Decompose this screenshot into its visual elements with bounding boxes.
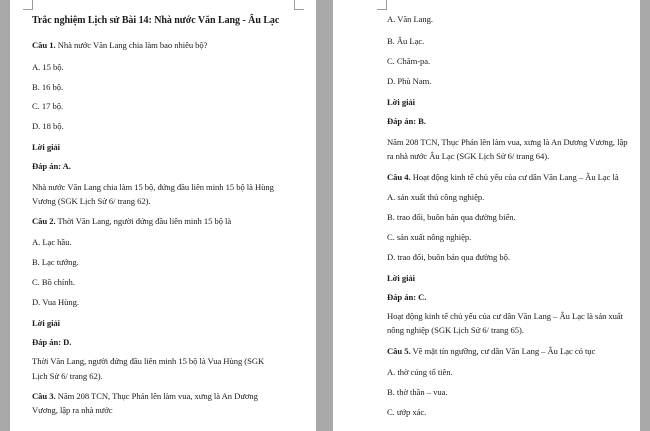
question-2: [32, 216, 231, 227]
explanation-line: Vương (SGK Lịch Sử 6/ trang 62).: [32, 196, 151, 206]
document-title: Trắc nghiệm Lịch sử Bài 14: Nhà nước Văn Lang - Âu Lạc: [32, 15, 280, 26]
question-3: [32, 391, 258, 402]
option: C. Bồ chính.: [32, 277, 75, 287]
question-text: Thời Văn Lang, người đứng đầu liên minh 15 bộ là: [57, 216, 232, 226]
explanation-line: Thời Văn Lang, người đứng đầu liên minh 15 bộ là Vua Hùng (SGK: [32, 356, 265, 366]
explanation-line: Nhà nước Văn Lang chia làm 15 bộ, đứng đầu liên minh 15 bộ là Hùng: [32, 182, 274, 192]
explanation-line: nông nghiệp (SGK Lịch Sử 6/ trang 65).: [387, 325, 524, 335]
question-text: Năm 208 TCN, Thục Phán lên làm vua, xưng là An Dương: [57, 391, 258, 401]
question-label: Câu 3.: [32, 391, 56, 401]
solution-heading: Lời giải: [32, 142, 60, 152]
option: A. thờ cúng tổ tiên.: [387, 367, 453, 377]
option: D. trao đổi, buôn bán qua đường bộ.: [387, 252, 510, 262]
option: B. Lạc tướng.: [32, 257, 79, 267]
question-label: Câu 4.: [387, 172, 411, 182]
question-text: Nhà nước Văn Lang chia làm bao nhiêu bộ?: [57, 40, 208, 50]
option: D. 18 bộ.: [32, 121, 64, 131]
explanation-line: Năm 208 TCN, Thục Phán lên làm vua, xưng là An Dương Vương, lập: [387, 137, 628, 147]
option: B. Âu Lạc.: [387, 36, 425, 46]
solution-heading: Lời giải: [32, 318, 60, 328]
option: B. trao đổi, buôn bán qua đường biển.: [387, 212, 516, 222]
question-5: [387, 346, 595, 357]
answer: Đáp án: C.: [387, 292, 427, 302]
question-text: Hoạt động kinh tế chủ yếu của cư dân Văn Lang – Âu Lạc là: [412, 172, 619, 182]
question-label: Câu 5.: [387, 346, 411, 356]
question-label: Câu 1.: [32, 40, 56, 50]
option: A. Văn Lang.: [387, 14, 434, 24]
crop-mark: [23, 0, 33, 10]
solution-heading: Lời giải: [387, 273, 415, 283]
option: D. Vua Hùng.: [32, 297, 79, 307]
solution-heading: Lời giải: [387, 97, 415, 107]
option: C. ướp xác.: [387, 407, 427, 417]
answer: Đáp án: A.: [32, 161, 71, 171]
question-text-continued: Vương, lập ra nhà nước: [32, 405, 113, 415]
option: B. 16 bộ.: [32, 82, 64, 92]
option: C. 17 bộ.: [32, 101, 64, 111]
question-1: [32, 40, 207, 51]
option: D. Phù Nam.: [387, 76, 432, 86]
question-4: [387, 172, 619, 183]
option: C. sản xuất nông nghiệp.: [387, 232, 472, 242]
explanation-line: Lịch Sử 6/ trang 62).: [32, 371, 103, 381]
option: A. 15 bộ.: [32, 62, 64, 72]
option: C. Chăm-pa.: [387, 56, 431, 66]
answer: Đáp án: D.: [32, 337, 72, 347]
option: B. thờ thần – vua.: [387, 387, 448, 397]
document-page-left: [10, 0, 316, 431]
crop-mark: [294, 0, 304, 10]
crop-mark: [377, 0, 387, 10]
option: A. Lạc hầu.: [32, 237, 72, 247]
option: A. sản xuất thủ công nghiệp.: [387, 192, 485, 202]
question-text: Về mặt tín ngưỡng, cư dân Văn Lang – Âu Lạc có tục: [412, 346, 596, 356]
explanation-line: Hoạt động kinh tế chủ yếu của cư dân Văn Lang – Âu Lạc là sản xuất: [387, 311, 624, 321]
explanation-line: ra nhà nước Âu Lạc (SGK Lịch Sử 6/ trang 64).: [387, 151, 550, 161]
question-label: Câu 2.: [32, 216, 56, 226]
answer: Đáp án: B.: [387, 116, 426, 126]
document-page-right: [333, 0, 640, 431]
